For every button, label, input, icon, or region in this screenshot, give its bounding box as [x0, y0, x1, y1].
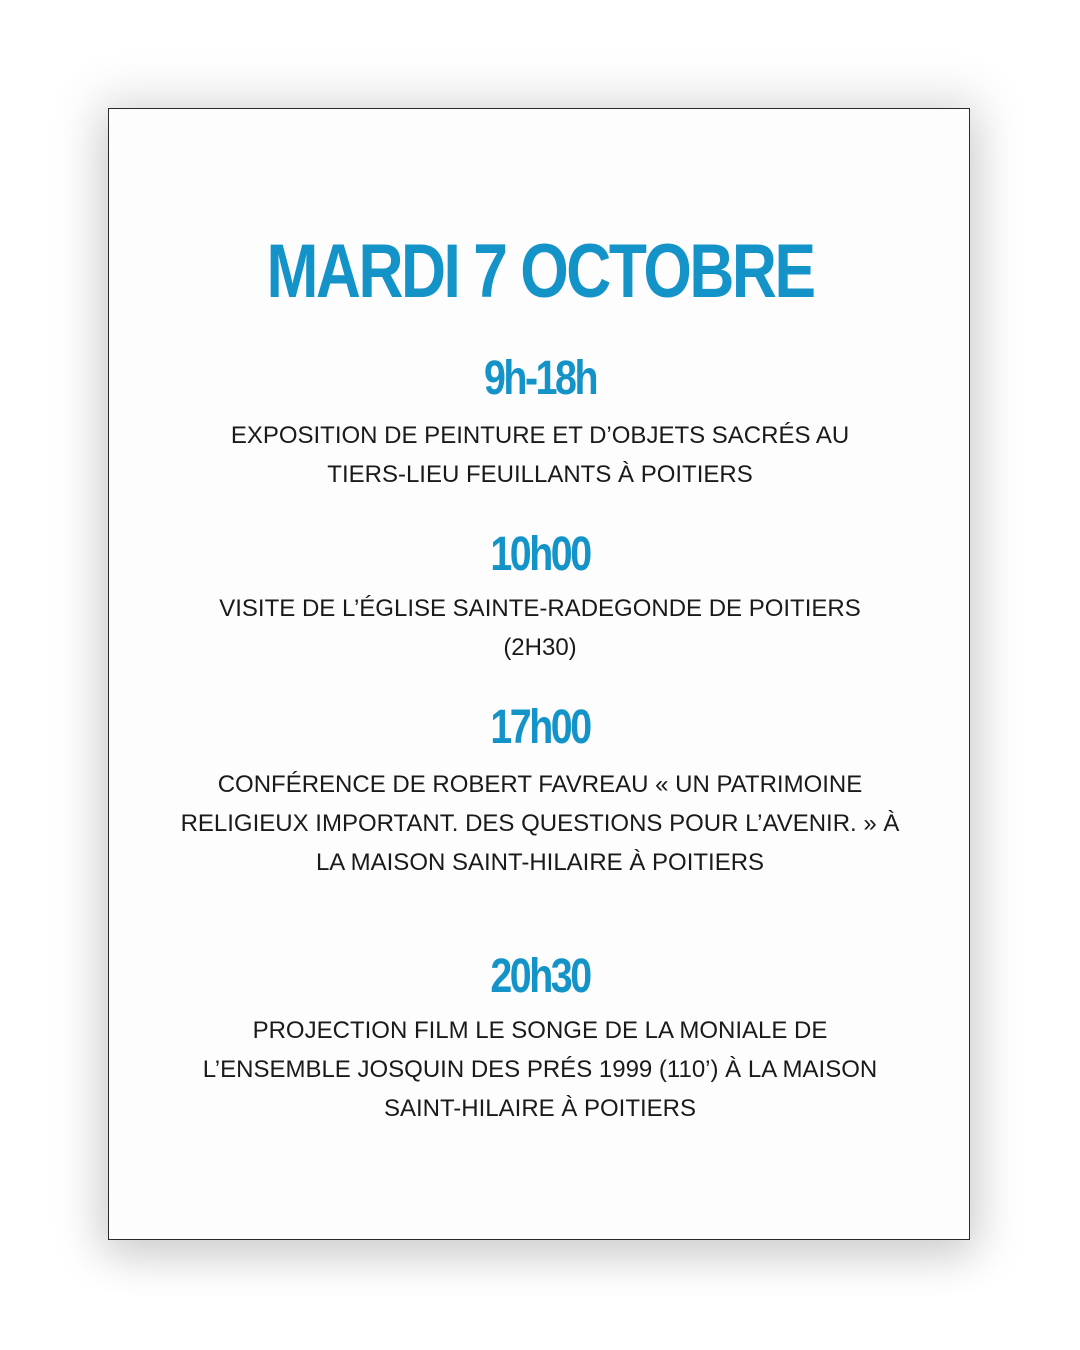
event-description-line: PROJECTION FILM LE SONGE DE LA MONIALE DE [252, 1017, 828, 1044]
event-description-4 [150, 1011, 930, 1128]
event-description-line: EXPOSITION DE PEINTURE ET D’OBJETS SACRÉS AU [230, 422, 850, 449]
event-time-1: 9h-18h [483, 352, 597, 405]
event-description-line: CONFÉRENCE DE ROBERT FAVREAU « UN PATRIMOINE [217, 771, 863, 798]
event-time-2: 10h00 [490, 528, 590, 581]
event-description-1 [150, 416, 930, 494]
event-description-line: VISITE DE L’ÉGLISE SAINTE-RADEGONDE DE POITIERS [219, 595, 861, 622]
event-description-line: TIERS-LIEU FEUILLANTS À POITIERS [327, 461, 753, 488]
event-description-3 [150, 765, 930, 882]
event-description-line: RELIGIEUX IMPORTANT. DES QUESTIONS POUR L’AVENIR. » À [180, 810, 900, 837]
event-description-line: (2H30) [503, 634, 577, 661]
page-title: MARDI 7 OCTOBRE [266, 229, 814, 314]
event-description-2 [150, 589, 930, 667]
event-description-line: SAINT-HILAIRE À POITIERS [383, 1095, 697, 1122]
event-time-4: 20h30 [490, 950, 590, 1003]
event-description-line: L’ENSEMBLE JOSQUIN DES PRÉS 1999 (110’) À LA MAISON [202, 1056, 878, 1083]
event-description-line: LA MAISON SAINT-HILAIRE À POITIERS [315, 849, 765, 876]
event-time-3: 17h00 [490, 701, 590, 754]
